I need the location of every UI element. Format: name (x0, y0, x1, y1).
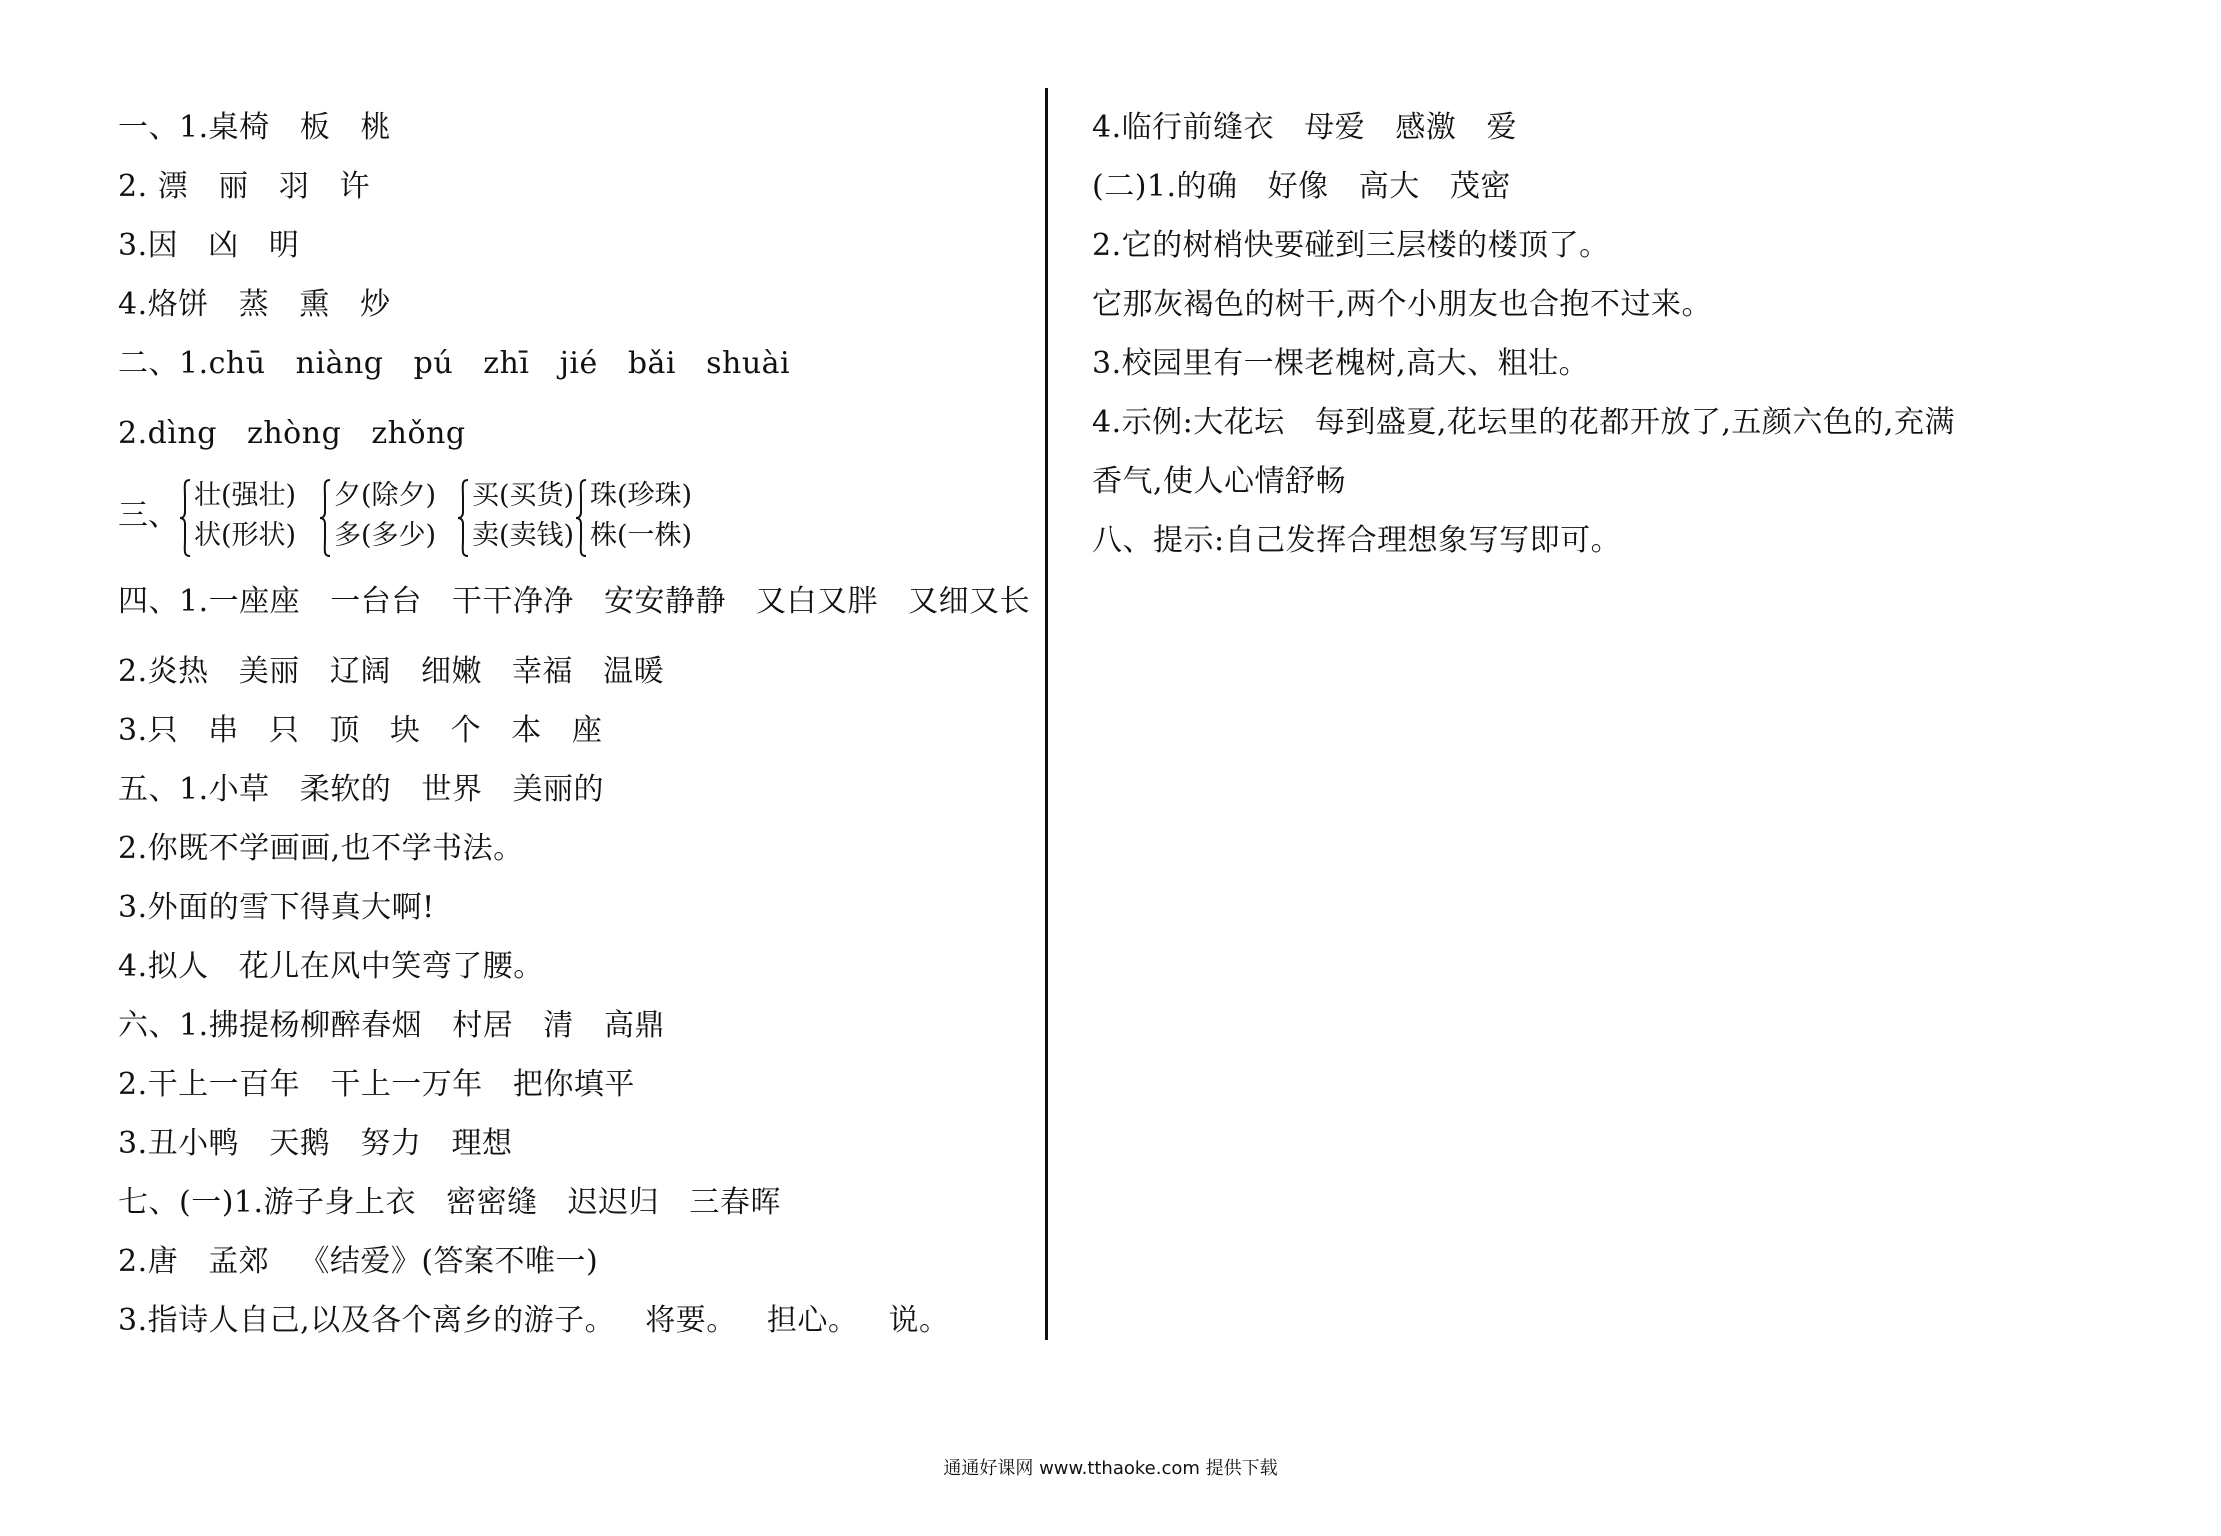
answer-line: 4.示例:大花坛 每到盛夏,花坛里的花都开放了,五颜六色的,充满 (1092, 405, 1955, 440)
answer-line: 4.临行前缝衣 母爱 感激 爱 (1092, 110, 1517, 145)
footer-credit: 通通好课网 www.tthaoke.com 提供下载 (943, 1458, 1278, 1479)
brace-bottom-text: 卖(卖钱) (472, 520, 575, 551)
answer-line: 2.你既不学画画,也不学书法。 (118, 831, 524, 866)
answer-line: 4.拟人 花儿在风中笑弯了腰。 (118, 949, 544, 984)
answer-line: 一、1.桌椅 板 桃 (118, 110, 391, 145)
answer-line: 2.干上一百年 干上一万年 把你填平 (118, 1067, 635, 1102)
answer-line: 3.丑小鸭 天鹅 努力 理想 (118, 1126, 513, 1161)
brace-top-text: 壮(强壮) (194, 480, 297, 511)
brace-top-text: 珠(珍珠) (590, 480, 693, 511)
answer-line: 3.校园里有一棵老槐树,高大、粗壮。 (1092, 346, 1590, 381)
brace-bottom-text: 状(形状) (194, 520, 297, 551)
answer-line: 3.因 凶 明 (118, 228, 300, 263)
brace-bottom-text: 株(一株) (590, 520, 693, 551)
answer-line: 二、1.chū niàng pú zhī jié bǎi shuài (118, 346, 791, 381)
answer-line: 它那灰褐色的树干,两个小朋友也合抱不过来。 (1092, 287, 1713, 322)
brace-top-text: 夕(除夕) (334, 480, 437, 511)
answer-line: 香气,使人心情舒畅 (1092, 464, 1347, 499)
answer-line: 3.指诗人自己,以及各个离乡的游子。 将要。 担心。 说。 (118, 1303, 950, 1338)
brace-icon (318, 478, 332, 558)
answer-line: 五、1.小草 柔软的 世界 美丽的 (118, 772, 604, 807)
brace-icon (574, 478, 588, 558)
answer-line: 六、1.拂提杨柳醉春烟 村居 清 高鼎 (118, 1008, 665, 1043)
answer-line: 2.炎热 美丽 辽阔 细嫩 幸福 温暖 (118, 654, 665, 689)
section-label: 三、 (118, 498, 178, 533)
answer-line: 4.烙饼 蒸 熏 炒 (118, 287, 391, 322)
brace-top-text: 买(买货) (472, 480, 575, 511)
answer-line: (二)1.的确 好像 高大 茂密 (1092, 169, 1511, 204)
answer-line: 七、(一)1.游子身上衣 密密缝 迟迟归 三春晖 (118, 1185, 781, 1220)
answer-line: 2.唐 孟郊 《结爱》(答案不唯一) (118, 1244, 599, 1279)
brace-bottom-text: 多(多少) (334, 520, 437, 551)
answer-line: 四、1.一座座 一台台 干干净净 安安静静 又白又胖 又细又长 (118, 584, 1031, 619)
brace-icon (178, 478, 192, 558)
brace-icon (456, 478, 470, 558)
answer-line: 八、提示:自己发挥合理想象写写即可。 (1092, 523, 1622, 558)
answer-line: 3.只 串 只 顶 块 个 本 座 (118, 713, 603, 748)
answer-line: 2. 漂 丽 羽 许 (118, 169, 370, 204)
answer-line: 2.它的树梢快要碰到三层楼的楼顶了。 (1092, 228, 1610, 263)
answer-line: 2.dìng zhòng zhǒng (118, 416, 466, 451)
answer-line: 3.外面的雪下得真大啊! (118, 890, 435, 925)
column-divider (1045, 88, 1048, 1340)
